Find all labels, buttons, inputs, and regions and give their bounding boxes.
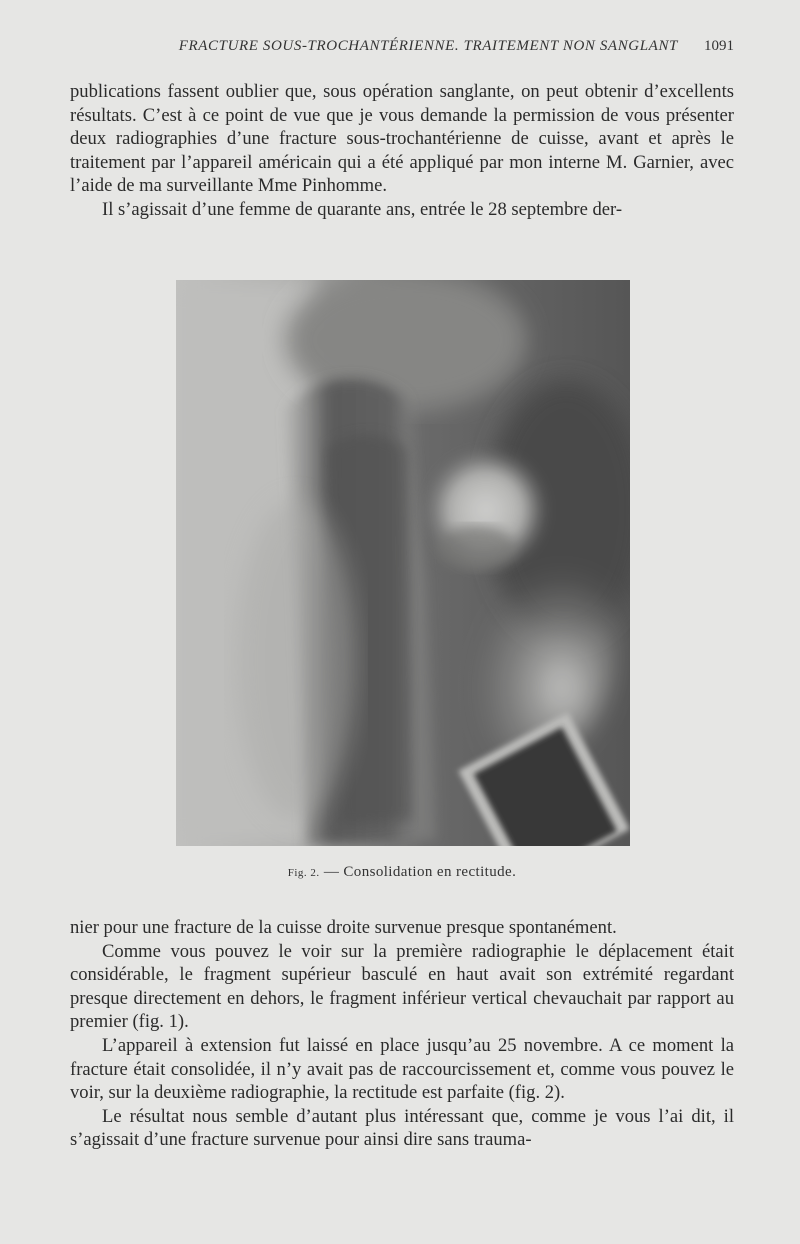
figure-caption-text: — Consolidation en rectitude. [323,864,517,880]
paragraph: Il s’agissait d’une femme de quarante ans, entrée le 28 septembre der- [102,198,623,220]
paragraph: Comme vous pouvez le voir sur la première radiographie le déplacement était considérable, le fragment supérieur basculé en haut avait son extrémité regardant presque directement en dehors, le fragment inférieur vertical chevauchait par rapport au premier (fig. 1). [70,940,734,1033]
figure-label: Fig. 2. [287,867,320,879]
paragraph: publications fassent oublier que, sous opération sanglante, on peut obtenir d’excellents résultats. C’est à ce point de vue que je vous demande la permission de vous présenter deux radiographies d’une fracture sous-trochantérienne de cuisse, avant et après le traitement par l’appareil américain qui a été appliqué par mon interne M. Garnier, avec l’aide de ma surveillante Mme Pinhomme. [70,81,734,197]
paragraph: Le résultat nous semble d’autant plus intéressant que, comme je vous l’ai dit, il s’agissait d’une fracture survenue pour ainsi dire sans trauma- [70,1105,734,1151]
body-text-bottom [70,916,734,1152]
radiograph-figure [176,280,630,846]
paragraph: L’appareil à extension fut laissé en place jusqu’au 25 novembre. A ce moment la fracture était consolidée, il n’y avait pas de raccourcissement et, comme vous pouvez le voir, sur la deuxième radiographie, la rectitude est parfaite (fig. 2). [70,1034,734,1104]
paragraph: nier pour une fracture de la cuisse droite survenue presque spontanément. [70,917,617,938]
running-title: FRACTURE SOUS-TROCHANTÉRIENNE. TRAITEMENT NON SANGLANT [178,38,678,54]
page-number: 1091 [704,38,734,54]
figure-caption [70,864,734,881]
radiograph-image [176,280,630,846]
body-text-top [70,80,734,222]
running-header [70,38,734,55]
